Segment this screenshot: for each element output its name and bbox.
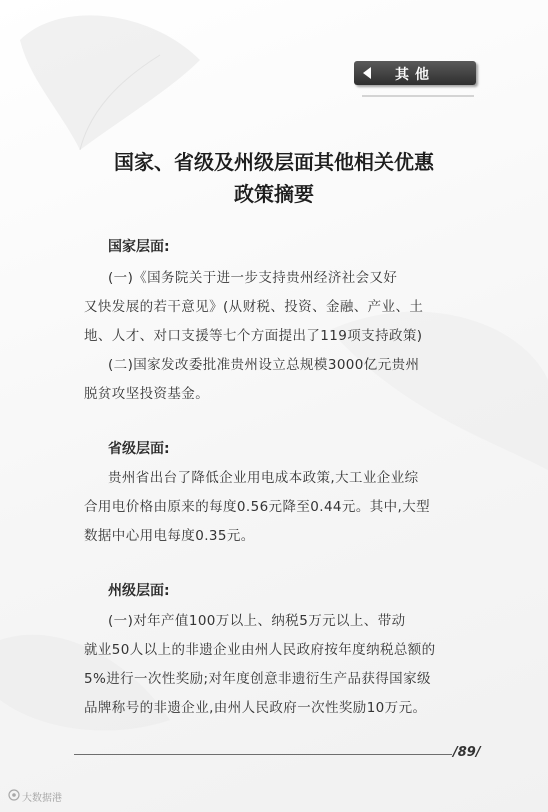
paragraph-line: 5%进行一次性奖励;对年度创意非遗衍生产品获得国家级 [84, 671, 431, 687]
paragraph-line: 地、人才、对口支援等七个方面提出了119项支持政策) [84, 328, 423, 344]
footer-rule [74, 754, 452, 755]
heading-prefecture: 州级层面: [108, 583, 170, 599]
paragraph-line: 脱贫攻坚投资基金。 [84, 386, 210, 402]
paragraph-line: 品牌称号的非遗企业,由州人民政府一次性奖励10万元。 [84, 700, 427, 716]
watermark-logo-icon [8, 789, 20, 801]
paragraph-line: (二)国家发改委批准贵州设立总规模3000亿元贵州 [108, 357, 420, 373]
page-number: /89/ [453, 745, 481, 760]
paragraph-line: 贵州省出台了降低企业用电成本政策,大工业企业综 [108, 470, 419, 486]
section-tab-label: 其他 [395, 67, 435, 83]
paragraph-line: 就业50人以上的非遗企业由州人民政府按年度纳税总额的 [84, 642, 436, 658]
paragraph-line: 数据中心用电每度0.35元。 [84, 528, 255, 544]
page-title-line-1: 国家、省级及州级层面其他相关优惠 [114, 150, 434, 174]
section-tab-underline [362, 95, 474, 97]
heading-provincial: 省级层面: [108, 441, 170, 457]
heading-national: 国家层面: [108, 239, 170, 255]
watermark-text: 大数据港 [22, 793, 62, 804]
paragraph-line: (一)《国务院关于进一步支持贵州经济社会又好 [108, 270, 398, 286]
paragraph-line: (一)对年产值100万以上、纳税5万元以上、带动 [108, 613, 406, 629]
page-title-line-2: 政策摘要 [234, 182, 314, 206]
paragraph-line: 又快发展的若干意见》(从财税、投资、金融、产业、土 [84, 299, 424, 315]
paragraph-line: 合用电价格由原来的每度0.56元降至0.44元。其中,大型 [84, 499, 431, 515]
section-tab [354, 61, 476, 85]
